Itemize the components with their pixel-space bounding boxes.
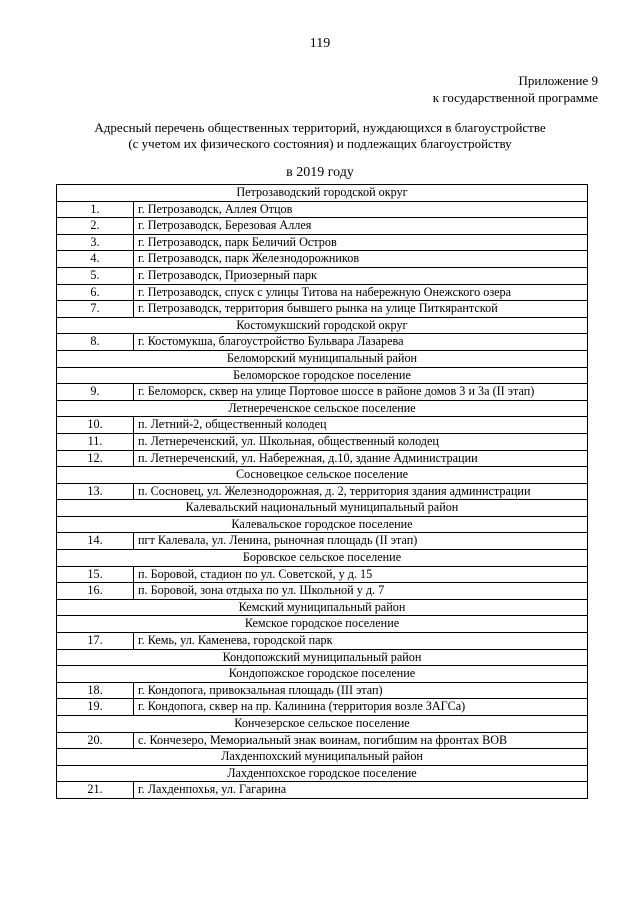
section-title: Сосновецкое сельское поселение [57, 467, 588, 484]
table-row [57, 234, 588, 251]
table-row [57, 334, 588, 351]
table-row [57, 782, 588, 799]
table-row [57, 417, 588, 434]
section-header-row [57, 616, 588, 633]
section-title: Боровское сельское поселение [57, 550, 588, 567]
territory-address: пгт Калевала, ул. Ленина, рыночная площадь (II этап) [134, 533, 588, 550]
territory-address: г. Кемь, ул. Каменева, городской парк [134, 633, 588, 650]
row-number: 14. [57, 533, 134, 550]
territory-address: г. Беломорск, сквер на улице Портовое шоссе в районе домов 3 и 3а (II этап) [134, 384, 588, 401]
territory-address: г. Кондопога, привокзальная площадь (III этап) [134, 682, 588, 699]
table-row [57, 201, 588, 218]
row-number: 6. [57, 284, 134, 301]
table-row [57, 450, 588, 467]
section-title: Лахденпохское городское поселение [57, 765, 588, 782]
table-row [57, 633, 588, 650]
section-header-row [57, 367, 588, 384]
appendix-line-2: к государственной программе [432, 90, 598, 105]
row-number: 20. [57, 732, 134, 749]
territory-address: п. Боровой, стадион по ул. Советской, у д. 15 [134, 566, 588, 583]
row-number: 19. [57, 699, 134, 716]
title-line-1: Адресный перечень общественных территорий, нуждающихся в благоустройстве [94, 120, 546, 135]
territory-address: г. Петрозаводск, спуск с улицы Титова на набережную Онежского озера [134, 284, 588, 301]
section-title: Лахденпохский муниципальный район [57, 749, 588, 766]
year-heading: в 2019 году [286, 165, 354, 180]
appendix-header [433, 72, 598, 106]
section-header-row [57, 716, 588, 733]
row-number: 4. [57, 251, 134, 268]
table-row [57, 732, 588, 749]
table-row [57, 583, 588, 600]
territory-address: г. Петрозаводск, парк Железнодорожников [134, 251, 588, 268]
row-number: 17. [57, 633, 134, 650]
table-row [57, 533, 588, 550]
section-header-row [57, 765, 588, 782]
territory-address: п. Летнереченский, ул. Набережная, д.10, здание Администрации [134, 450, 588, 467]
section-header-row [57, 400, 588, 417]
table-row [57, 218, 588, 235]
table-row [57, 251, 588, 268]
row-number: 15. [57, 566, 134, 583]
section-title: Кемский муниципальный район [57, 599, 588, 616]
table-row [57, 267, 588, 284]
territory-address: п. Сосновец, ул. Железнодорожная, д. 2, территория здания администрации [134, 483, 588, 500]
row-number: 2. [57, 218, 134, 235]
document-title [40, 120, 600, 152]
row-number: 5. [57, 267, 134, 284]
section-header-row [57, 500, 588, 517]
table-row [57, 301, 588, 318]
territory-address: п. Боровой, зона отдыха по ул. Школьной у д. 7 [134, 583, 588, 600]
territory-address: п. Летний-2, общественный колодец [134, 417, 588, 434]
section-title: Беломорское городское поселение [57, 367, 588, 384]
territory-address: г. Кондопога, сквер на пр. Калинина (территория возле ЗАГСа) [134, 699, 588, 716]
section-title: Кемское городское поселение [57, 616, 588, 633]
row-number: 9. [57, 384, 134, 401]
section-title: Кончезерское сельское поселение [57, 716, 588, 733]
row-number: 11. [57, 433, 134, 450]
section-header-row [57, 550, 588, 567]
row-number: 10. [57, 417, 134, 434]
section-title: Петрозаводский городской округ [57, 185, 588, 202]
section-title: Беломорский муниципальный район [57, 350, 588, 367]
row-number: 7. [57, 301, 134, 318]
section-title: Летнереченское сельское поселение [57, 400, 588, 417]
territory-address: г. Петрозаводск, территория бывшего рынка на улице Питкярантской [134, 301, 588, 318]
page-number: 119 [309, 36, 331, 51]
table-row [57, 483, 588, 500]
row-number: 12. [57, 450, 134, 467]
territory-address: г. Петрозаводск, Березовая Аллея [134, 218, 588, 235]
section-header-row [57, 516, 588, 533]
row-number: 16. [57, 583, 134, 600]
title-line-2: (с учетом их физического состояния) и подлежащих благоустройству [128, 136, 512, 151]
territory-address: г. Костомукша, благоустройство Бульвара Лазарева [134, 334, 588, 351]
section-title: Кондопожский муниципальный район [57, 649, 588, 666]
section-header-row [57, 749, 588, 766]
table-row [57, 682, 588, 699]
territory-address: п. Летнереченский, ул. Школьная, общественный колодец [134, 433, 588, 450]
section-header-row [57, 350, 588, 367]
table-row [57, 433, 588, 450]
row-number: 13. [57, 483, 134, 500]
section-header-row [57, 317, 588, 334]
table-row [57, 699, 588, 716]
table-row [57, 384, 588, 401]
section-title: Калевальское городское поселение [57, 516, 588, 533]
territory-address: г. Лахденпохья, ул. Гагарина [134, 782, 588, 799]
appendix-line-1: Приложение 9 [518, 73, 598, 88]
territory-address: с. Кончезеро, Мемориальный знак воинам, погибшим на фронтах ВОВ [134, 732, 588, 749]
section-header-row [57, 185, 588, 202]
section-header-row [57, 599, 588, 616]
table-row [57, 566, 588, 583]
row-number: 18. [57, 682, 134, 699]
territory-table [56, 184, 588, 799]
table-body [57, 185, 588, 799]
section-header-row [57, 467, 588, 484]
section-title: Кондопожское городское поселение [57, 666, 588, 683]
section-title: Костомукшский городской округ [57, 317, 588, 334]
row-number: 3. [57, 234, 134, 251]
row-number: 1. [57, 201, 134, 218]
row-number: 8. [57, 334, 134, 351]
territory-address: г. Петрозаводск, Приозерный парк [134, 267, 588, 284]
section-header-row [57, 666, 588, 683]
section-header-row [57, 649, 588, 666]
territory-address: г. Петрозаводск, Аллея Отцов [134, 201, 588, 218]
section-title: Калевальский национальный муниципальный район [57, 500, 588, 517]
row-number: 21. [57, 782, 134, 799]
table-row [57, 284, 588, 301]
territory-address: г. Петрозаводск, парк Беличий Остров [134, 234, 588, 251]
